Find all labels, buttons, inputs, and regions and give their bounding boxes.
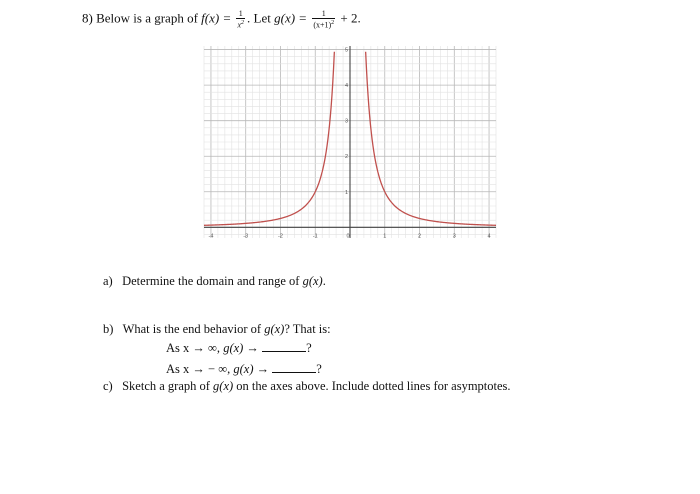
x-tick-label: 0	[346, 233, 350, 240]
graph-of-f	[196, 42, 502, 246]
y-tick-label: 4	[344, 83, 348, 90]
question-lead: Below is a graph of	[96, 10, 198, 26]
f-definition-lhs: f(x) =	[201, 10, 232, 26]
x-tick-label: -4	[208, 233, 214, 240]
g-fraction	[312, 9, 335, 30]
end-behavior-positive	[166, 341, 312, 356]
g-numerator: 1	[312, 9, 335, 19]
part-c-end: on the axes above. Include dotted lines for asymptotes.	[236, 379, 511, 393]
part-a-text: Determine the domain and range of	[122, 274, 300, 288]
part-c-func: g(x)	[213, 379, 234, 393]
x-tick-label: -2	[278, 233, 283, 240]
part-c	[103, 379, 511, 394]
limit-neg-inf-q: ?	[316, 362, 322, 376]
part-c-text: Sketch a graph of	[122, 379, 210, 393]
limit-neg-inf-func: g(x) →	[233, 362, 270, 376]
f-denominator: $x^2$	[237, 20, 245, 30]
limit-neg-inf-label: As x → − ∞,	[166, 362, 231, 376]
g-definition-lhs: g(x) =	[274, 10, 308, 26]
x-tick-label: 1	[383, 233, 387, 240]
answer-blank-pos-inf[interactable]	[262, 342, 306, 352]
y-tick-label: 3	[344, 118, 348, 125]
question-header	[82, 9, 361, 30]
y-tick-label: 1	[344, 189, 348, 196]
part-c-label: c)	[103, 379, 113, 393]
x-tick-label: -1	[312, 233, 318, 240]
g-tail: + 2.	[340, 10, 361, 26]
f-numerator: 1	[236, 9, 245, 19]
part-b-func: g(x)	[264, 322, 285, 336]
y-tick-label: 2	[344, 154, 348, 161]
part-b-label: b)	[103, 322, 114, 336]
end-behavior-negative	[166, 362, 322, 377]
let-text: . Let	[247, 10, 271, 26]
question-number: 8)	[82, 10, 93, 26]
g-denominator: $(x+1)^2$	[313, 20, 335, 30]
part-b-text: What is the end behavior of	[122, 322, 262, 336]
part-b-end: ? That is:	[284, 322, 331, 336]
x-tick-label: 3	[452, 233, 456, 240]
part-a-func: g(x)	[302, 274, 323, 288]
f-fraction	[236, 9, 245, 30]
x-tick-label: 4	[487, 233, 491, 240]
part-a-end: .	[322, 274, 326, 288]
x-tick-label: 2	[417, 233, 422, 240]
x-tick-label: -3	[243, 233, 249, 240]
limit-pos-inf-func: g(x) →	[223, 341, 259, 355]
limit-pos-inf-q: ?	[306, 341, 312, 355]
answer-blank-neg-inf[interactable]	[272, 363, 316, 373]
part-b	[103, 322, 331, 337]
limit-pos-inf-label: As x → ∞,	[166, 341, 221, 355]
part-a-label: a)	[103, 274, 113, 288]
part-a	[103, 274, 326, 289]
y-tick-label: 5	[344, 47, 348, 54]
